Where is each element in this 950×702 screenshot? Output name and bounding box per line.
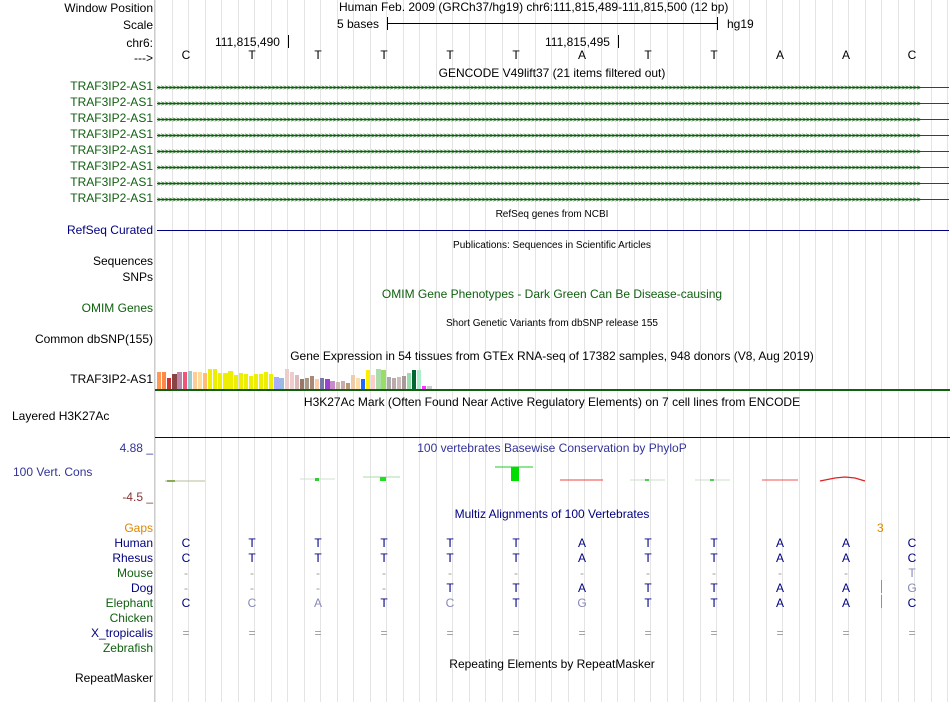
- alignment-base: -: [184, 566, 188, 580]
- alignment-base: T: [710, 551, 718, 565]
- species-label[interactable]: Mouse: [116, 566, 153, 580]
- gtex-tissue-bar[interactable]: [167, 378, 171, 389]
- gtex-tissue-bar[interactable]: [412, 370, 416, 389]
- gtex-label[interactable]: TRAF3IP2-AS1: [70, 372, 153, 386]
- gencode-track-title[interactable]: GENCODE V49lift37 (21 items filtered out): [438, 66, 666, 80]
- multiz-track-title[interactable]: Multiz Alignments of 100 Vertebrates: [454, 507, 650, 521]
- alignment-base: C: [247, 596, 257, 610]
- alignment-base: C: [445, 596, 455, 610]
- gtex-tissue-bar[interactable]: [325, 379, 329, 389]
- gencode-item-label[interactable]: TRAF3IP2-AS1: [70, 111, 153, 125]
- position-right-tick: [618, 35, 619, 48]
- alignment-base: A: [313, 596, 323, 610]
- db-label: hg19: [727, 17, 754, 31]
- gtex-tissue-bar[interactable]: [290, 372, 294, 389]
- species-label[interactable]: Rhesus: [112, 551, 153, 565]
- base-letter: T: [314, 48, 322, 62]
- gtex-tissue-bar[interactable]: [376, 369, 380, 389]
- gtex-tissue-bar[interactable]: [254, 374, 258, 389]
- base-letter: T: [512, 48, 520, 62]
- refseq-track-title[interactable]: RefSeq genes from NCBI: [495, 209, 609, 220]
- alignment-base: -: [778, 566, 782, 580]
- species-label[interactable]: Human: [114, 536, 153, 550]
- gtex-tissue-bar[interactable]: [244, 374, 248, 389]
- gtex-tissue-bar[interactable]: [366, 370, 370, 389]
- gtex-tissue-bar[interactable]: [407, 373, 411, 389]
- alignment-base: T: [314, 551, 322, 565]
- species-label[interactable]: Dog: [130, 581, 153, 595]
- alignment-base: A: [841, 596, 851, 610]
- alignment-base: =: [776, 626, 784, 640]
- gtex-tissue-bar[interactable]: [392, 378, 396, 389]
- phylop-bar: [710, 479, 714, 481]
- gaps-label[interactable]: Gaps: [124, 521, 153, 535]
- gtex-tissue-bar[interactable]: [264, 372, 268, 389]
- gtex-tissue-bar[interactable]: [177, 372, 181, 389]
- base-letter: T: [710, 48, 718, 62]
- alignment-base: T: [314, 536, 322, 550]
- alignment-base: G: [577, 596, 587, 610]
- gencode-strand-arrows: >>>>>>>>>>>>>>>>>>>>>>>>>>>>>>>>>>>>>>>>>>>>>>>>>>>>>>>>>>>>>>>>>>>>>>>>>>>>>>>>>>>>>>>>>>>>>>>>>>>>>>>>>>>>>>>>>>>>>>>>>>>>>>>>>>>>>>>>>>>>>>>>>>>>>>>>>>>>>>>>>>>>>>>>>>>>>>>>>>>>>>>>>>>>>>>>>>>>>>>>: [157, 83, 921, 92]
- alignment-base: A: [577, 581, 587, 595]
- gtex-tissue-bar[interactable]: [203, 373, 207, 389]
- h3k27ac-label[interactable]: Layered H3K27Ac: [12, 409, 110, 423]
- alignment-base: A: [775, 551, 785, 565]
- alignment-base: T: [710, 596, 718, 610]
- gtex-tissue-bar[interactable]: [356, 378, 360, 389]
- alignment-base: T: [380, 551, 388, 565]
- alignment-base: T: [248, 551, 256, 565]
- insertion-marker: [881, 580, 882, 593]
- alignment-base: T: [380, 536, 388, 550]
- alignment-base: T: [512, 551, 520, 565]
- gtex-tissue-bar[interactable]: [320, 378, 324, 389]
- gtex-tissue-bar[interactable]: [336, 382, 340, 389]
- phylop-track-title[interactable]: 100 vertebrates Basewise Conservation by PhyloP: [417, 441, 687, 455]
- gencode-strand-arrows: >>>>>>>>>>>>>>>>>>>>>>>>>>>>>>>>>>>>>>>>>>>>>>>>>>>>>>>>>>>>>>>>>>>>>>>>>>>>>>>>>>>>>>>>>>>>>>>>>>>>>>>>>>>>>>>>>>>>>>>>>>>>>>>>>>>>>>>>>>>>>>>>>>>>>>>>>>>>>>>>>>>>>>>>>>>>>>>>>>>>>>>>>>>>>>>>>>>>>>>>: [157, 163, 921, 172]
- alignment-base: T: [248, 536, 256, 550]
- gtex-tissue-bar[interactable]: [387, 377, 391, 389]
- gtex-tissue-bar[interactable]: [269, 374, 273, 389]
- species-label[interactable]: Zebrafish: [102, 641, 153, 655]
- omim-label[interactable]: OMIM Genes: [81, 301, 153, 315]
- phylop-bar: [315, 478, 319, 481]
- alignment-base: A: [577, 536, 587, 550]
- alignment-base: -: [580, 566, 584, 580]
- scale-bar-left-tick: [387, 17, 388, 30]
- alignment-base: -: [712, 566, 716, 580]
- alignment-base: -: [316, 566, 320, 580]
- alignment-base: =: [842, 626, 850, 640]
- gtex-tissue-bar[interactable]: [172, 374, 176, 389]
- alignment-base: =: [710, 626, 718, 640]
- gtex-tissue-bar[interactable]: [279, 378, 283, 389]
- gtex-tissue-bar[interactable]: [330, 381, 334, 389]
- alignment-base: T: [512, 536, 520, 550]
- species-label[interactable]: Chicken: [109, 611, 153, 625]
- gtex-tissue-bar[interactable]: [300, 379, 304, 389]
- window-position-label: Window Position: [64, 1, 153, 15]
- gtex-tissue-bar[interactable]: [188, 371, 192, 389]
- alignment-base: A: [841, 551, 851, 565]
- alignment-base: C: [907, 536, 917, 550]
- alignment-base: C: [907, 551, 917, 565]
- base-letter: A: [775, 48, 785, 62]
- alignment-base: A: [775, 581, 785, 595]
- gtex-baseline: [155, 389, 950, 391]
- alignment-base: T: [644, 536, 652, 550]
- species-label[interactable]: Elephant: [105, 596, 153, 610]
- rmsk-track-title[interactable]: Repeating Elements by RepeatMasker: [449, 657, 655, 671]
- alignment-base: T: [446, 581, 454, 595]
- gencode-item-label[interactable]: TRAF3IP2-AS1: [70, 159, 153, 173]
- gtex-tissue-bar[interactable]: [417, 370, 421, 389]
- alignment-base: T: [512, 581, 520, 595]
- gencode-item-label[interactable]: TRAF3IP2-AS1: [70, 191, 153, 205]
- phylop-label[interactable]: 100 Vert. Cons: [13, 465, 93, 479]
- alignment-base: T: [644, 581, 652, 595]
- position-left-tick: [288, 35, 289, 48]
- alignment-base: -: [844, 566, 848, 580]
- alignment-base: =: [908, 626, 916, 640]
- phylop-bar: [645, 479, 649, 481]
- base-letter: T: [644, 48, 652, 62]
- gencode-strand-arrows: >>>>>>>>>>>>>>>>>>>>>>>>>>>>>>>>>>>>>>>>>>>>>>>>>>>>>>>>>>>>>>>>>>>>>>>>>>>>>>>>>>>>>>>>>>>>>>>>>>>>>>>>>>>>>>>>>>>>>>>>>>>>>>>>>>>>>>>>>>>>>>>>>>>>>>>>>>>>>>>>>>>>>>>>>>>>>>>>>>>>>>>>>>>>>>>>>>>>>>>>: [157, 115, 921, 124]
- gencode-strand-arrows: >>>>>>>>>>>>>>>>>>>>>>>>>>>>>>>>>>>>>>>>>>>>>>>>>>>>>>>>>>>>>>>>>>>>>>>>>>>>>>>>>>>>>>>>>>>>>>>>>>>>>>>>>>>>>>>>>>>>>>>>>>>>>>>>>>>>>>>>>>>>>>>>>>>>>>>>>>>>>>>>>>>>>>>>>>>>>>>>>>>>>>>>>>>>>>>>>>>>>>>>: [157, 131, 921, 140]
- gtex-tissue-bar[interactable]: [218, 373, 222, 389]
- gencode-strand-arrows: >>>>>>>>>>>>>>>>>>>>>>>>>>>>>>>>>>>>>>>>>>>>>>>>>>>>>>>>>>>>>>>>>>>>>>>>>>>>>>>>>>>>>>>>>>>>>>>>>>>>>>>>>>>>>>>>>>>>>>>>>>>>>>>>>>>>>>>>>>>>>>>>>>>>>>>>>>>>>>>>>>>>>>>>>>>>>>>>>>>>>>>>>>>>>>>>>>>>>>>>: [157, 147, 921, 156]
- alignment-base: =: [182, 626, 190, 640]
- phylop-bar: [167, 480, 175, 482]
- gencode-item-label[interactable]: TRAF3IP2-AS1: [70, 95, 153, 109]
- gtex-tissue-bar[interactable]: [397, 377, 401, 389]
- base-letter: T: [446, 48, 454, 62]
- gtex-tissue-bar[interactable]: [213, 369, 217, 389]
- scale-text: 5 bases: [337, 17, 380, 31]
- alignment-base: -: [316, 581, 320, 595]
- gencode-item-label[interactable]: TRAF3IP2-AS1: [70, 175, 153, 189]
- alignment-base: -: [382, 581, 386, 595]
- refseq-gene-line[interactable]: [157, 230, 949, 231]
- gtex-tissue-bar[interactable]: [208, 369, 212, 389]
- alignment-base: C: [907, 596, 917, 610]
- alignment-base: -: [448, 566, 452, 580]
- omim-track-title[interactable]: OMIM Gene Phenotypes - Dark Green Can Be Disease-causing: [381, 287, 723, 301]
- gtex-track-title[interactable]: Gene Expression in 54 tissues from GTEx RNA-seq of 17382 samples, 948 donors (V8, Aug 2019): [290, 349, 814, 363]
- alignment-base: C: [181, 536, 191, 550]
- phylop-min-label: -4.5 _: [122, 490, 153, 504]
- alignment-base: -: [250, 566, 254, 580]
- base-letter: C: [181, 48, 191, 62]
- h3k27ac-track-title[interactable]: H3K27Ac Mark (Often Found Near Active Regulatory Elements) on 7 cell lines from ENCODE: [303, 395, 801, 409]
- gencode-item-label[interactable]: TRAF3IP2-AS1: [70, 143, 153, 157]
- assembly-position-title[interactable]: Human Feb. 2009 (GRCh37/hg19) chr6:111,815,489-111,815,500 (12 bp): [339, 0, 729, 14]
- pubs-sequences-label[interactable]: Sequences: [92, 254, 153, 268]
- gtex-tissue-bar[interactable]: [351, 375, 355, 389]
- alignment-base: -: [514, 566, 518, 580]
- gtex-tissue-bar[interactable]: [249, 376, 253, 389]
- phylop-negative-peak: [820, 477, 865, 481]
- gencode-item-label[interactable]: TRAF3IP2-AS1: [70, 127, 153, 141]
- scale-bar-right-tick: [717, 17, 718, 30]
- alignment-base: A: [841, 536, 851, 550]
- h3k27ac-baseline: [155, 437, 950, 438]
- scale-bar: [387, 23, 718, 24]
- gtex-tissue-bar[interactable]: [198, 372, 202, 389]
- alignment-base: T: [446, 551, 454, 565]
- alignment-base: =: [248, 626, 256, 640]
- gtex-tissue-bar[interactable]: [157, 372, 161, 389]
- base-letter: A: [577, 48, 587, 62]
- base-letter: A: [841, 48, 851, 62]
- alignment-base: -: [250, 581, 254, 595]
- dbsnp-track-title[interactable]: Short Genetic Variants from dbSNP release 155: [446, 318, 658, 329]
- alignment-base: -: [646, 566, 650, 580]
- base-letter: T: [248, 48, 256, 62]
- alignment-base: =: [446, 626, 454, 640]
- gtex-tissue-bar[interactable]: [285, 369, 289, 389]
- gtex-tissue-bar[interactable]: [274, 377, 278, 389]
- alignment-base: T: [380, 596, 388, 610]
- gtex-tissue-bar[interactable]: [402, 376, 406, 389]
- alignment-base: T: [512, 596, 520, 610]
- alignment-base: T: [710, 536, 718, 550]
- alignment-base: T: [446, 536, 454, 550]
- pubs-snps-label[interactable]: SNPs: [122, 270, 153, 284]
- base-letter: C: [907, 48, 917, 62]
- position-right: 111,815,495: [545, 35, 610, 49]
- gtex-tissue-bar[interactable]: [183, 372, 187, 389]
- alignment-base: T: [908, 566, 916, 580]
- refseq-label[interactable]: RefSeq Curated: [66, 223, 153, 237]
- alignment-base: =: [578, 626, 586, 640]
- gtex-tissue-bar[interactable]: [315, 379, 319, 389]
- gtex-tissue-bar[interactable]: [228, 371, 232, 389]
- alignment-base: -: [184, 581, 188, 595]
- gtex-tissue-bar[interactable]: [341, 381, 345, 389]
- scale-label: Scale: [122, 18, 153, 32]
- species-label[interactable]: X_tropicalis: [90, 626, 153, 640]
- gtex-tissue-bar[interactable]: [234, 375, 238, 389]
- base-letter: T: [380, 48, 388, 62]
- strand-label: --->: [134, 51, 153, 65]
- gaps-count: 3: [877, 521, 884, 535]
- insertion-marker: [881, 595, 882, 608]
- alignment-base: T: [644, 551, 652, 565]
- gtex-tissue-bar[interactable]: [361, 379, 365, 389]
- alignment-base: =: [644, 626, 652, 640]
- position-left: 111,815,490: [215, 35, 280, 49]
- gtex-tissue-bar[interactable]: [259, 374, 263, 389]
- alignment-base: =: [380, 626, 388, 640]
- gridline: [155, 0, 156, 702]
- gtex-tissue-bar[interactable]: [310, 376, 314, 389]
- chrom-label: chr6:: [126, 36, 153, 50]
- alignment-base: T: [710, 581, 718, 595]
- alignment-base: T: [644, 596, 652, 610]
- gtex-tissue-bar[interactable]: [239, 373, 243, 389]
- gencode-strand-arrows: >>>>>>>>>>>>>>>>>>>>>>>>>>>>>>>>>>>>>>>>>>>>>>>>>>>>>>>>>>>>>>>>>>>>>>>>>>>>>>>>>>>>>>>>>>>>>>>>>>>>>>>>>>>>>>>>>>>>>>>>>>>>>>>>>>>>>>>>>>>>>>>>>>>>>>>>>>>>>>>>>>>>>>>>>>>>>>>>>>>>>>>>>>>>>>>>>>>>>>>>: [157, 195, 921, 204]
- gencode-item-label[interactable]: TRAF3IP2-AS1: [70, 79, 153, 93]
- alignment-base: =: [314, 626, 322, 640]
- alignment-base: C: [181, 551, 191, 565]
- gtex-tissue-bar[interactable]: [305, 378, 309, 389]
- dbsnp-label[interactable]: Common dbSNP(155): [34, 332, 153, 346]
- rmsk-label[interactable]: RepeatMasker: [74, 671, 153, 685]
- alignment-base: A: [775, 536, 785, 550]
- gtex-tissue-bar[interactable]: [371, 375, 375, 389]
- gencode-strand-arrows: >>>>>>>>>>>>>>>>>>>>>>>>>>>>>>>>>>>>>>>>>>>>>>>>>>>>>>>>>>>>>>>>>>>>>>>>>>>>>>>>>>>>>>>>>>>>>>>>>>>>>>>>>>>>>>>>>>>>>>>>>>>>>>>>>>>>>>>>>>>>>>>>>>>>>>>>>>>>>>>>>>>>>>>>>>>>>>>>>>>>>>>>>>>>>>>>>>>>>>>>: [157, 99, 921, 108]
- alignment-base: A: [577, 551, 587, 565]
- gtex-tissue-bar[interactable]: [162, 372, 166, 389]
- alignment-base: A: [775, 596, 785, 610]
- phylop-plot[interactable]: [155, 460, 950, 486]
- alignment-base: C: [181, 596, 191, 610]
- phylop-bar: [511, 467, 519, 481]
- alignment-base: G: [907, 581, 917, 595]
- gtex-tissue-bar[interactable]: [193, 372, 197, 389]
- alignment-base: =: [512, 626, 520, 640]
- gtex-tissue-bar[interactable]: [223, 373, 227, 389]
- pubs-track-title[interactable]: Publications: Sequences in Scientific Articles: [453, 240, 651, 251]
- phylop-max-label: 4.88 _: [119, 441, 153, 455]
- alignment-base: -: [382, 566, 386, 580]
- gencode-strand-arrows: >>>>>>>>>>>>>>>>>>>>>>>>>>>>>>>>>>>>>>>>>>>>>>>>>>>>>>>>>>>>>>>>>>>>>>>>>>>>>>>>>>>>>>>>>>>>>>>>>>>>>>>>>>>>>>>>>>>>>>>>>>>>>>>>>>>>>>>>>>>>>>>>>>>>>>>>>>>>>>>>>>>>>>>>>>>>>>>>>>>>>>>>>>>>>>>>>>>>>>>>: [157, 179, 921, 188]
- alignment-base: A: [841, 581, 851, 595]
- gtex-tissue-bar[interactable]: [295, 375, 299, 389]
- phylop-bar: [380, 477, 386, 481]
- gtex-tissue-bar[interactable]: [381, 370, 385, 389]
